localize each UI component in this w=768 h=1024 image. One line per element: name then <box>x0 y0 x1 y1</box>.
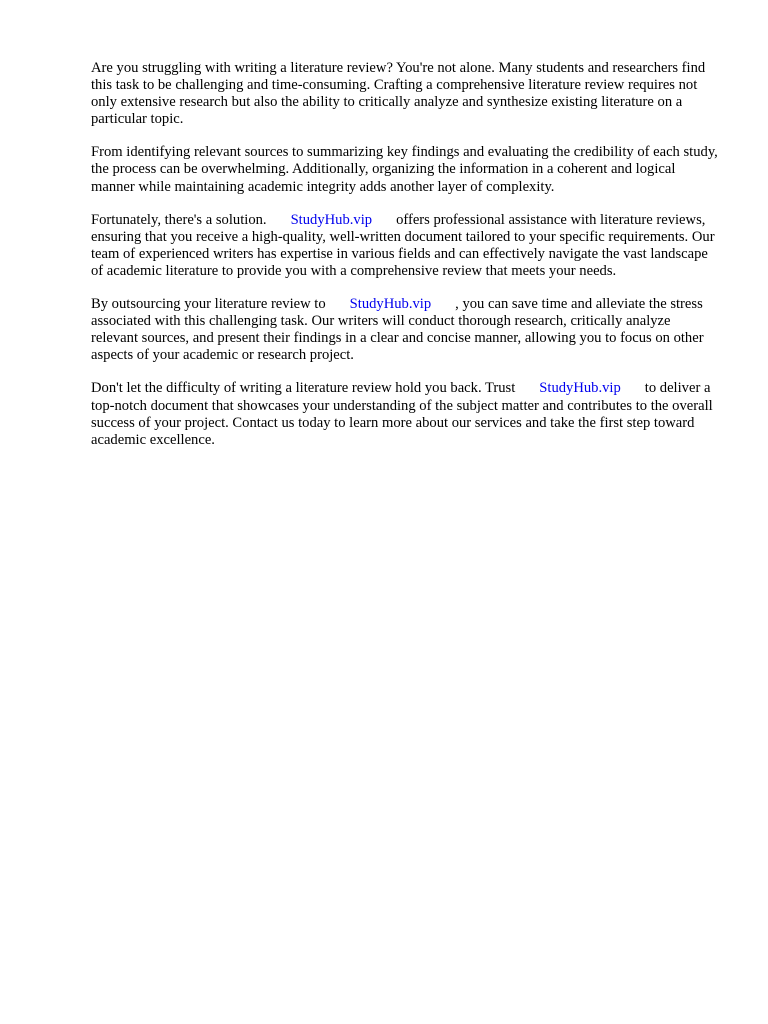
paragraph-solution <box>91 212 719 280</box>
document-body <box>91 60 719 465</box>
paragraph-solution-text-after: offers professional assistance with literature reviews, ensuring that you receive a high-quality, well-written document tailored to your specific requirements. Our team of experienced writers has expertise in various fields and can effectively navigate the vast landscape of academic literature to provide you with a comprehensive review that meets your needs. <box>91 211 715 279</box>
studyhub-link-2[interactable]: StudyHub.vip <box>349 296 432 313</box>
paragraph-challenges-text: From identifying relevant sources to summarizing key findings and evaluating the credibility of each study, the process can be overwhelming. Additionally, organizing the information in a coherent and logical manner while maintaining academic integrity adds another layer of complexity. <box>91 144 718 195</box>
paragraph-closing-text-after: to deliver a top-notch document that showcases your understanding of the subject matter and contributes to the overall success of your project. Contact us today to learn more about our services and take the first step toward academic excellence. <box>91 380 713 448</box>
paragraph-outsourcing-text-after: , you can save time and alleviate the stress associated with this challenging task. Our writers will conduct thorough research, critically analyze relevant sources, and present their findings in a clear and concise manner, allowing you to focus on other aspects of your academic or research project. <box>91 296 704 364</box>
studyhub-link-3[interactable]: StudyHub.vip <box>539 380 621 397</box>
paragraph-solution-text-before: Fortunately, there's a solution. <box>91 211 267 228</box>
paragraph-closing <box>91 380 719 448</box>
paragraph-outsourcing-text-before: By outsourcing your literature review to <box>91 296 326 313</box>
studyhub-link-1[interactable]: StudyHub.vip <box>290 211 373 228</box>
paragraph-challenges <box>91 144 719 195</box>
paragraph-outsourcing <box>91 296 719 364</box>
paragraph-intro-text: Are you struggling with writing a literature review? You're not alone. Many students and researchers find this task to be challenging and time-consuming. Crafting a comprehensive literature review requires not only extensive research but also the ability to critically analyze and synthesize existing literature on a particular topic. <box>91 60 706 128</box>
paragraph-intro <box>91 60 719 128</box>
paragraph-closing-text-before: Don't let the difficulty of writing a literature review hold you back. Trust <box>91 380 516 397</box>
